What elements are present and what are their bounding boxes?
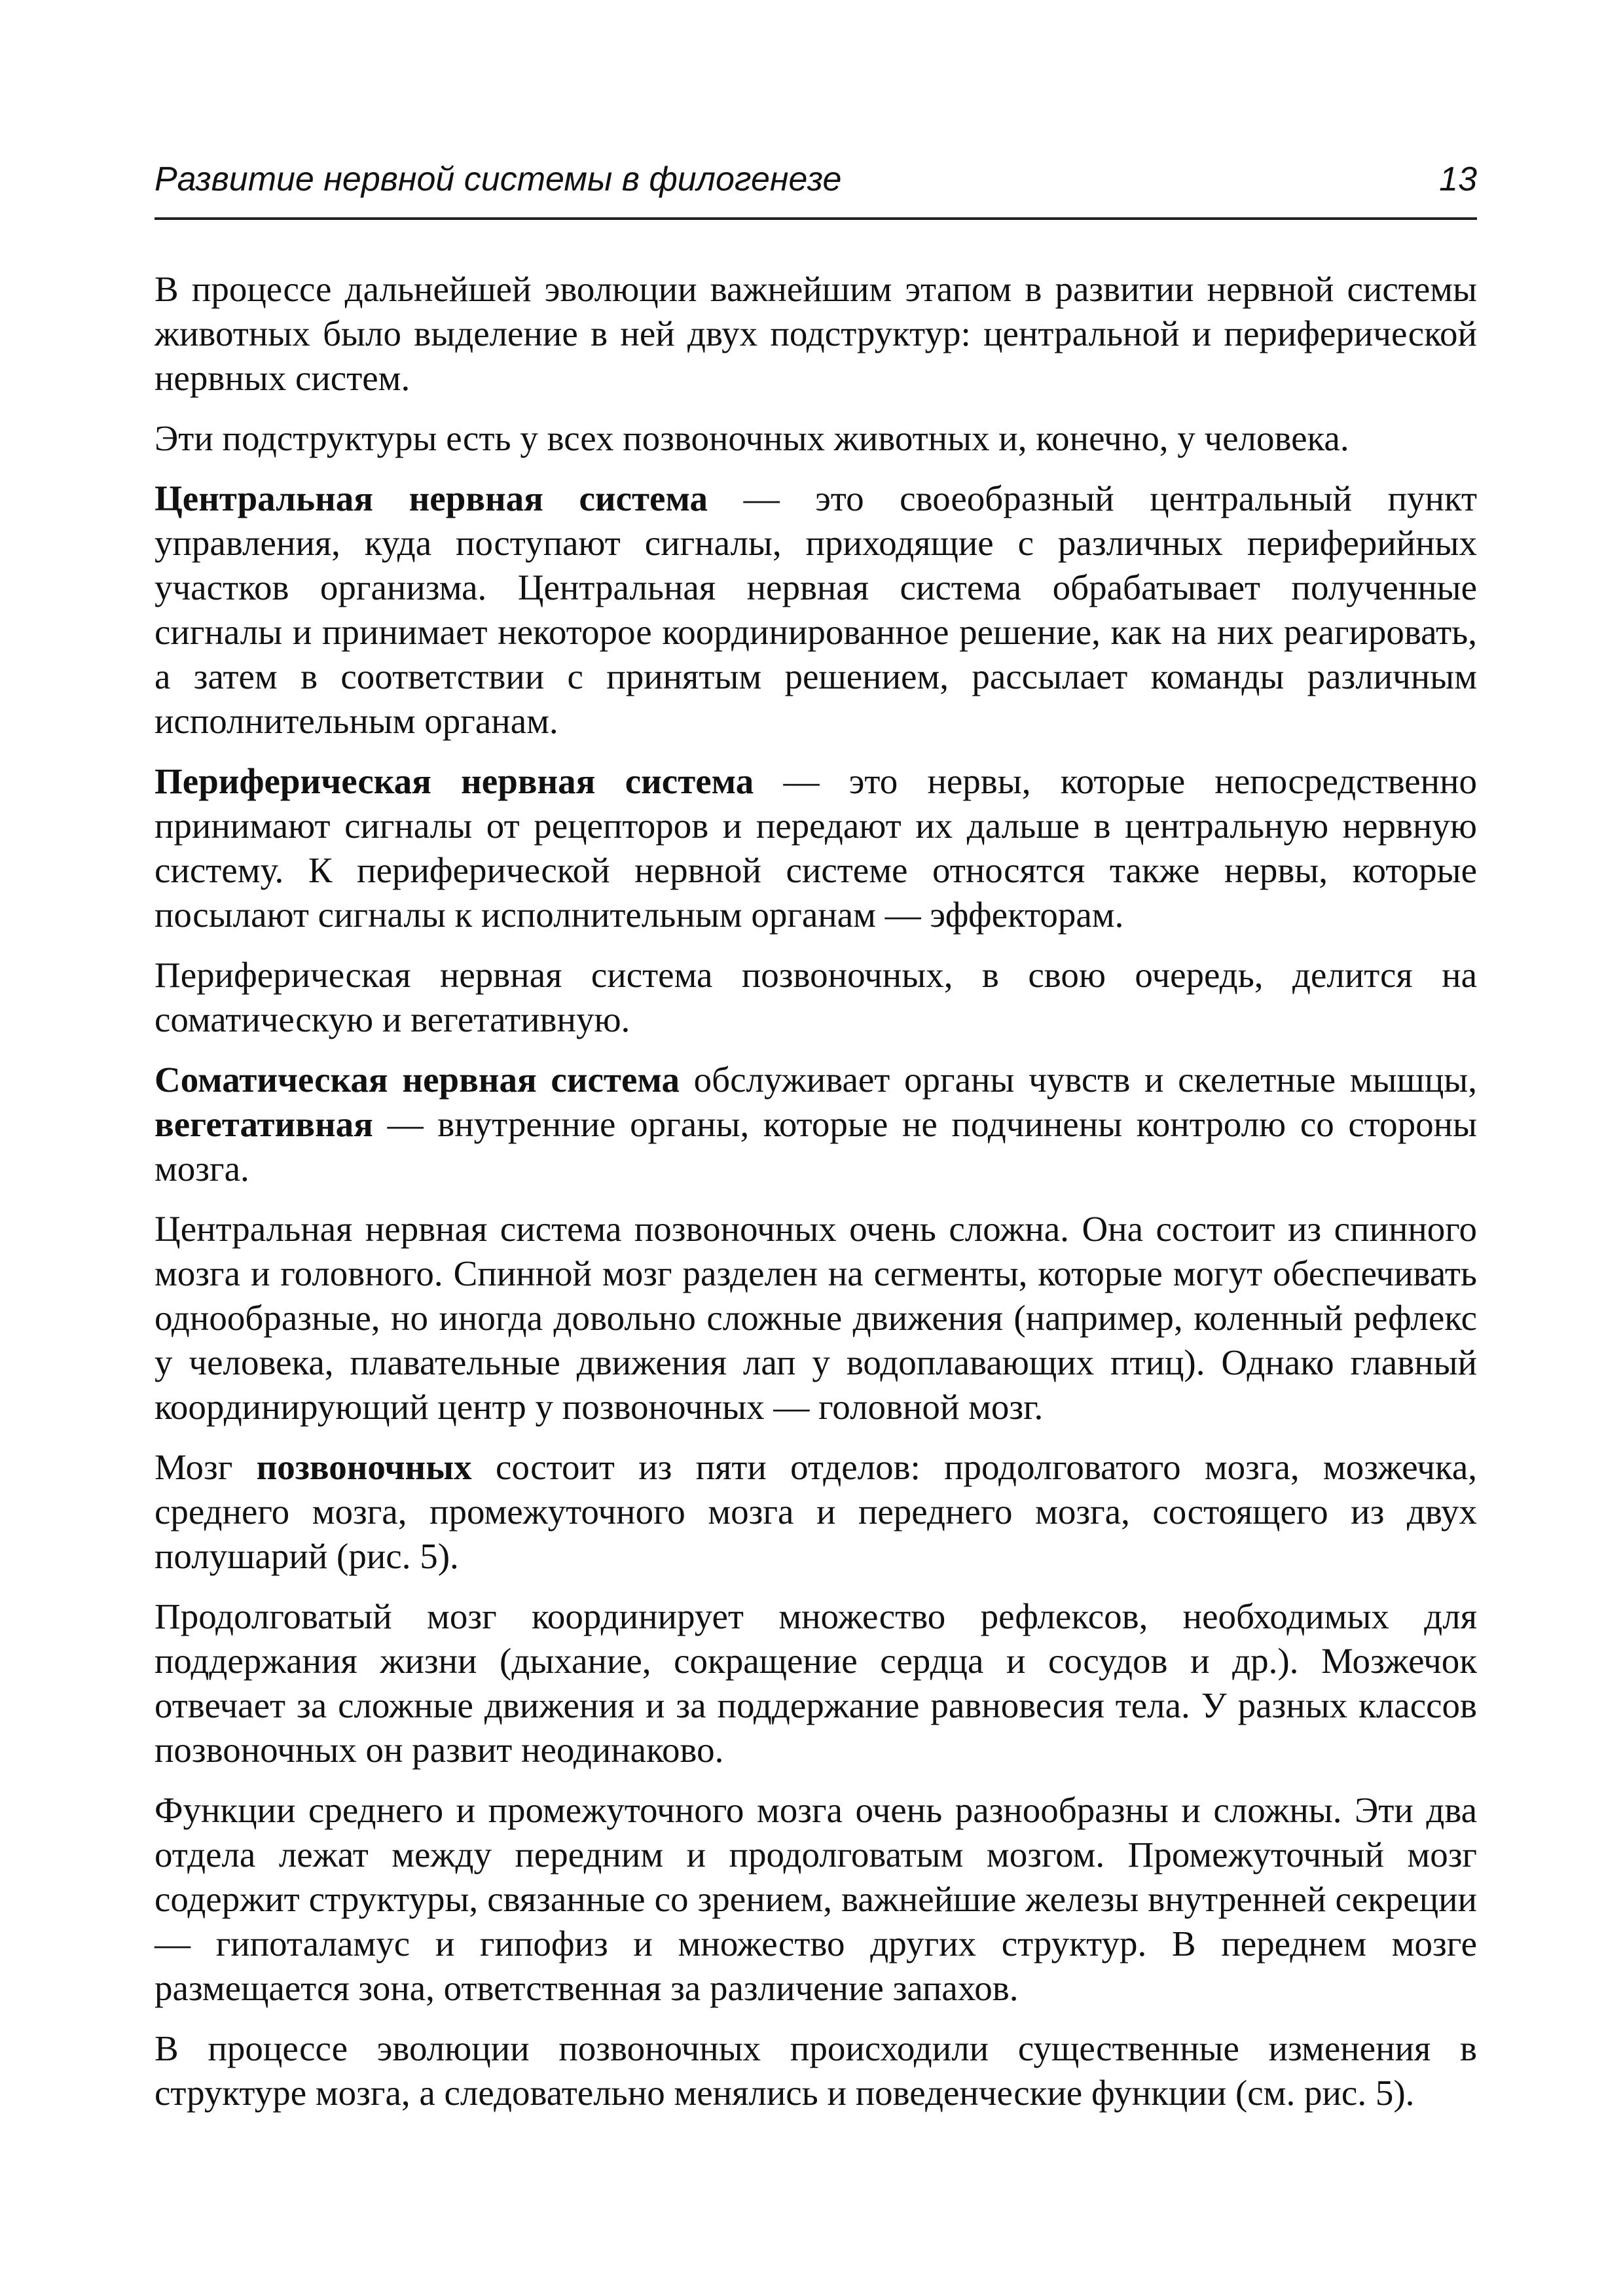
paragraph-text: Периферическая нервная система позвоночных, в свою очередь, делится на соматическую и вегетативную. bbox=[155, 955, 1477, 1039]
paragraph bbox=[155, 953, 1477, 1042]
paragraph-text: В процессе дальнейшей эволюции важнейшим этапом в развитии нервной системы животных было выделение в ней двух подструктур: центральной и периферической нервных систем. bbox=[155, 269, 1477, 398]
page-number: 13 bbox=[1439, 160, 1477, 198]
paragraph-text: Центральная нервная система позвоночных очень сложна. Она состоит из спинного мозга и головного. Спинной мозг разделен на сегменты, которые могут обеспечивать однообразные, но иногда довольно сложные движения (например, коленный рефлекс у человека, плавательные движения лап у водоплавающих птиц). Однако главный координирующий центр у позвоночных — головной мозг. bbox=[155, 1209, 1477, 1427]
term-vegetative: вегетативная bbox=[155, 1104, 373, 1144]
term-central-nervous-system: Центральная нервная система bbox=[155, 478, 708, 518]
chapter-title: Развитие нервной системы в филогенезе bbox=[155, 160, 842, 198]
paragraph-text: Мозг bbox=[155, 1447, 257, 1487]
paragraph bbox=[155, 1788, 1477, 2011]
paragraph-text: — это своеобразный центральный пункт управления, куда поступают сигналы, приходящие с различных периферийных участков организма. Центральная нервная система обрабатывает полученные сигналы и принимает некоторое координированное решение, как на них реагировать, а затем в соответствии с принятым решением, рассылает команды различным исполнительным органам. bbox=[155, 478, 1477, 741]
running-header bbox=[155, 148, 1477, 220]
term-vertebrates: позвоночных bbox=[256, 1447, 472, 1487]
paragraph bbox=[155, 416, 1477, 461]
paragraph-text: Продолговатый мозг координирует множество рефлексов, необходимых для поддержания жизни (дыхание, сокращение сердца и сосудов и др.). Мозжечок отвечает за сложные движения и за поддержание равновесия тела. У разных классов позвоночных он развит неодинаково. bbox=[155, 1596, 1477, 1770]
paragraph-text: Функции среднего и промежуточного мозга очень разнообразны и сложны. Эти два отдела лежат между передним и продолговатым мозгом. Промежуточный мозг содержит структуры, связанные со зрением, важнейшие железы внутренней секреции — гипоталамус и гипофиз и множество других структур. В переднем мозге размещается зона, ответственная за различение запахов. bbox=[155, 1790, 1477, 2008]
paragraph-text: обслуживает органы чувств и скелетные мышцы, bbox=[679, 1060, 1477, 1100]
paragraph bbox=[155, 476, 1477, 744]
term-somatic-nervous-system: Соматическая нервная система bbox=[155, 1060, 680, 1100]
paragraph bbox=[155, 759, 1477, 937]
paragraph-text: состоит из пяти отделов: продолговатого мозга, мозжечка, среднего мозга, промежуточного мозга и переднего мозга, состоящего из двух полушарий (рис. 5). bbox=[155, 1447, 1477, 1576]
paragraph bbox=[155, 1594, 1477, 1772]
paragraph bbox=[155, 1058, 1477, 1191]
body-text bbox=[155, 267, 1477, 2131]
paragraph-text: — это нервы, которые непосредственно принимают сигналы от рецепторов и передают их дальше в центральную нервную систему. К периферической нервной системе относятся также нервы, которые посылают сигналы к исполнительным органам — эффекторам. bbox=[155, 761, 1477, 935]
paragraph-text: — внутренние органы, которые не подчинены контролю со стороны мозга. bbox=[155, 1104, 1477, 1189]
paragraph-text: В процессе эволюции позвоночных происходили существенные изменения в структуре мозга, а следовательно менялись и поведенческие функции (см. рис. 5). bbox=[155, 2028, 1477, 2113]
paragraph-text: Эти подструктуры есть у всех позвоночных животных и, конечно, у человека. bbox=[155, 418, 1349, 458]
paragraph bbox=[155, 1445, 1477, 1579]
paragraph bbox=[155, 267, 1477, 401]
term-peripheral-nervous-system: Периферическая нервная система bbox=[155, 761, 754, 801]
paragraph bbox=[155, 2026, 1477, 2115]
paragraph bbox=[155, 1207, 1477, 1429]
